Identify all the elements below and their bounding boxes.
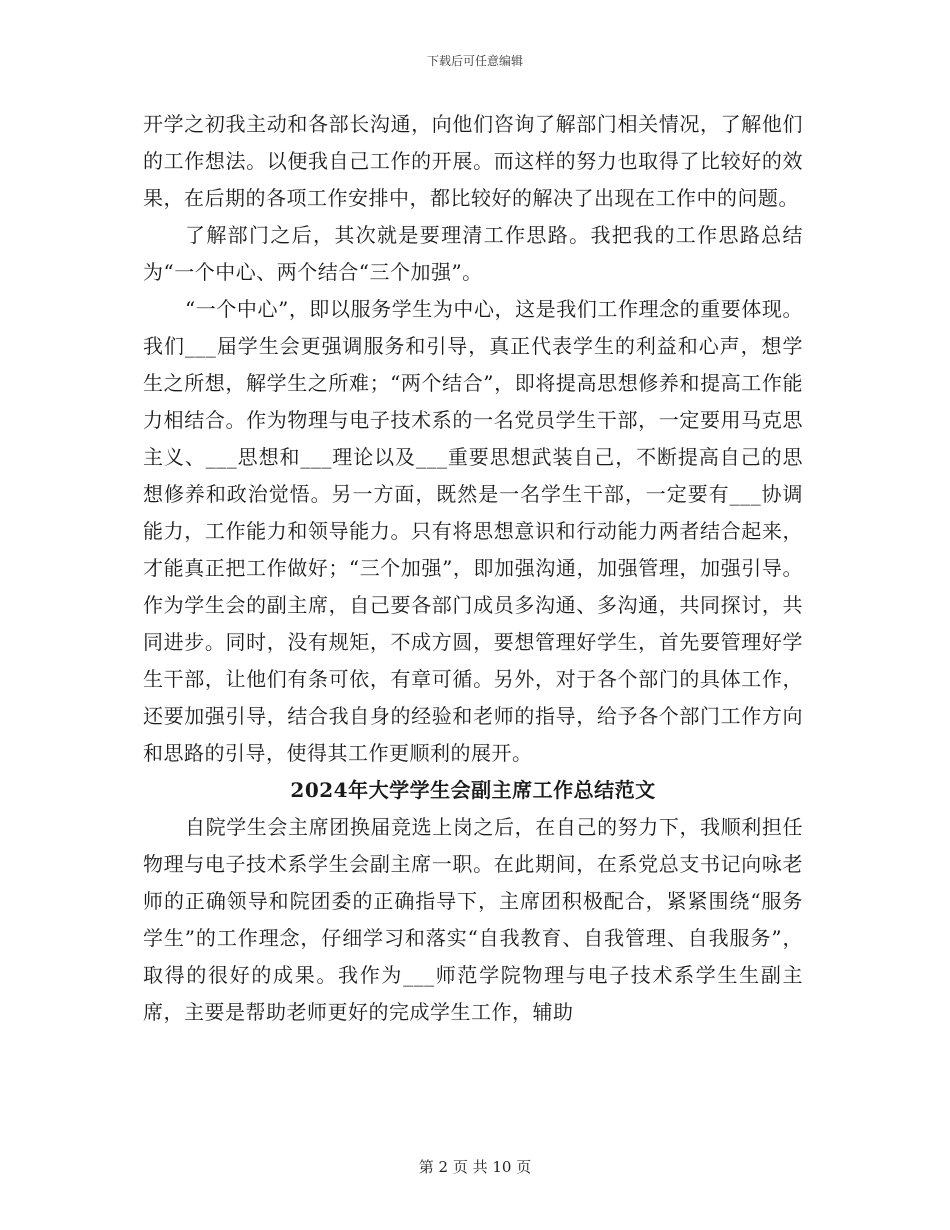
paragraph-3: “一个中心”，即以服务学生为中心，这是我们工作理念的重要体现。我们___届学生会更强调服务和引导，真正代表学生的利益和心声，想学生之所想，解学生之所难；“两个结合”，即将提高思想修养和提高工作能力相结合。作为物理与电子技术系的一名党员学生干部，一定要用马克思主义、___思想和___理论以及___重要思想武装自己，不断提高自己的思想修养和政治觉悟。另一方面，既然是一名学生干部，一定要有___协调能力，工作能力和领导能力。只有将思想意识和行动能力两者结合起来，才能真正把工作做好；“三个加强”，即加强沟通，加强管理，加强引导。作为学生会的副主席，自己要各部门成员多沟通、多沟通，共同探讨，共同进步。同时，没有规矩，不成方圆，要想管理好学生，首先要管理好学生干部，让他们有条可依，有章可循。另外，对于各个部门的具体工作，还要加强引导，结合我自身的经验和老师的指导，给予各个部门工作方向和思路的引导，使得其工作更顺利的展开。 xyxy=(143,297,803,765)
paragraph-1: 开学之初我主动和各部长沟通，向他们咨询了解部门相关情况，了解他们的工作想法。以便我自己工作的开展。而这样的努力也取得了比较好的效果，在后期的各项工作安排中，都比较好的解决了出现在工作中的问题。 xyxy=(143,112,803,210)
paragraph-2: 了解部门之后，其次就是要理清工作思路。我把我的工作思路总结为“一个中心、两个结合“三个加强”。 xyxy=(143,223,803,284)
paragraph-4: 自院学生会主席团换届竞选上岗之后，在自己的努力下，我顺利担任物理与电子技术系学生会副主席一职。在此期间，在系党总支书记向咏老师的正确领导和院团委的正确指导下，主席团积极配合，紧紧围绕“服务学生”的工作理念，仔细学习和落实“自我教育、自我管理、自我服务”，取得的很好的成果。我作为___师范学院物理与电子技术系学生生副主席，主要是帮助老师更好的完成学生工作，辅助 xyxy=(143,815,803,1024)
document-body xyxy=(143,106,803,1031)
section-title: 2024年大学学生会副主席工作总结范文 xyxy=(290,778,656,802)
page-header-note: 下载后可任意编辑 xyxy=(426,54,523,68)
page-number-footer: 第 2 页 共 10 页 xyxy=(418,1158,532,1176)
